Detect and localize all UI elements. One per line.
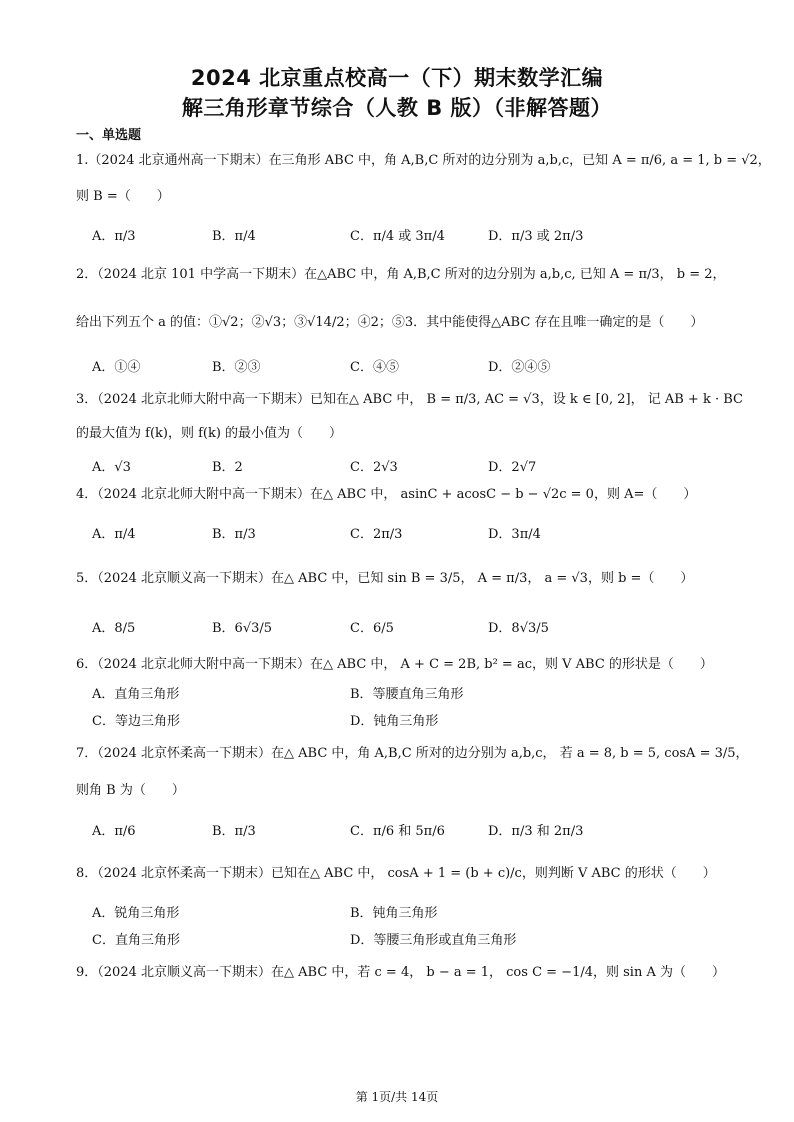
q4-option-c[interactable]: C．2π/3 [350,527,403,542]
question-2-line2: 给出下列五个 a 的值：①√2；②√3；③√14/2；④2；⑤3．其中能使得△ABC 存在且唯一确定的是（ ） [76,315,704,330]
page-footer: 第 1页/共 14页 [355,1090,439,1104]
q4-option-d[interactable]: D．3π/4 [488,527,541,542]
q7-option-c[interactable]: C．π/6 和 5π/6 [350,824,445,839]
q3-option-c[interactable]: C．2√3 [350,460,398,475]
question-5: 5．（2024 北京顺义高一下期末）在△ ABC 中，已知 sin B = 3/5， A = π/3， a = √3，则 b =（ ） [76,571,694,586]
question-7-line2: 则角 B 为（ ） [76,783,185,798]
q3-option-b[interactable]: B．2 [212,460,243,475]
q7-option-a[interactable]: A．π/6 [92,824,136,839]
question-9: 9．（2024 北京顺义高一下期末）在△ ABC 中，若 c = 4， b − a = 1， cos C = −1/4，则 sin A 为（ ） [76,965,725,980]
q5-option-b[interactable]: B．6√3/5 [212,621,273,636]
q2-option-c[interactable]: C．④⑤ [350,360,399,375]
q6-option-c[interactable]: C．等边三角形 [92,714,180,729]
q2-option-a[interactable]: A．①④ [92,360,141,375]
question-7: 7．（2024 北京怀柔高一下期末）在△ ABC 中，角 A,B,C 所对的边分别为 a,b,c， 若 a = 8, b = 5, cosA = 3/5， [76,746,749,761]
q8-option-b[interactable]: B．钝角三角形 [350,906,438,921]
q3-option-d[interactable]: D．2√7 [488,460,537,475]
q6-option-b[interactable]: B．等腰直角三角形 [350,687,464,702]
question-1: 1.（2024 北京通州高一下期末）在三角形 ABC 中，角 A,B,C 所对的边分别为 a,b,c，已知 A = π/6, a = 1, b = √2， [76,153,771,168]
q8-option-c[interactable]: C．直角三角形 [92,933,180,948]
q8-option-d[interactable]: D．等腰三角形或直角三角形 [350,933,517,948]
q7-option-d[interactable]: D．π/3 和 2π/3 [488,824,584,839]
section-heading: 一、单选题 [76,128,142,143]
question-1-line2: 则 B =（ ） [76,189,170,204]
q5-option-c[interactable]: C．6/5 [350,621,394,636]
page-subtitle: 解三角形章节综合（人教 B 版）（非解答题） [181,96,613,120]
q2-option-d[interactable]: D．②④⑤ [488,360,551,375]
question-8: 8．（2024 北京怀柔高一下期末）已知在△ ABC 中， cosA + 1 = (b + c)/c，则判断 V ABC 的形状（ ） [76,866,716,881]
q1-option-a[interactable]: A．π/3 [92,229,136,244]
q1-option-d[interactable]: D．π/3 或 2π/3 [488,229,584,244]
q6-option-a[interactable]: A．直角三角形 [92,687,180,702]
q3-option-a[interactable]: A．√3 [92,460,131,475]
q7-option-b[interactable]: B．π/3 [212,824,256,839]
q2-option-b[interactable]: B．②③ [212,360,261,375]
q4-option-a[interactable]: A．π/4 [92,527,136,542]
page-title: 2024 北京重点校高一（下）期末数学汇编 [190,66,604,90]
q5-option-d[interactable]: D．8√3/5 [488,621,549,636]
question-6: 6．（2024 北京北师大附中高一下期末）在△ ABC 中， A + C = 2B, b² = ac，则 V ABC 的形状是（ ） [76,657,713,672]
question-2: 2．（2024 北京 101 中学高一下期末）在△ABC 中，角 A,B,C 所对的边分别为 a,b,c, 已知 A = π/3， b = 2， [76,267,726,282]
q6-option-d[interactable]: D．钝角三角形 [350,714,439,729]
q5-option-a[interactable]: A．8/5 [92,621,136,636]
q1-option-b[interactable]: B．π/4 [212,229,256,244]
q1-option-c[interactable]: C．π/4 或 3π/4 [350,229,445,244]
question-4: 4．（2024 北京北师大附中高一下期末）在△ ABC 中， asinC + acosC − b − √2c = 0，则 A=（ ） [76,487,697,502]
q8-option-a[interactable]: A．锐角三角形 [92,906,180,921]
q4-option-b[interactable]: B．π/3 [212,527,256,542]
question-3: 3．（2024 北京北师大附中高一下期末）已知在△ ABC 中， B = π/3, AC = √3，设 k ∈ [0, 2]， 记 AB + k · BC [76,392,743,407]
question-3-line2: 的最大值为 f(k)，则 f(k) 的最小值为（ ） [76,426,343,441]
